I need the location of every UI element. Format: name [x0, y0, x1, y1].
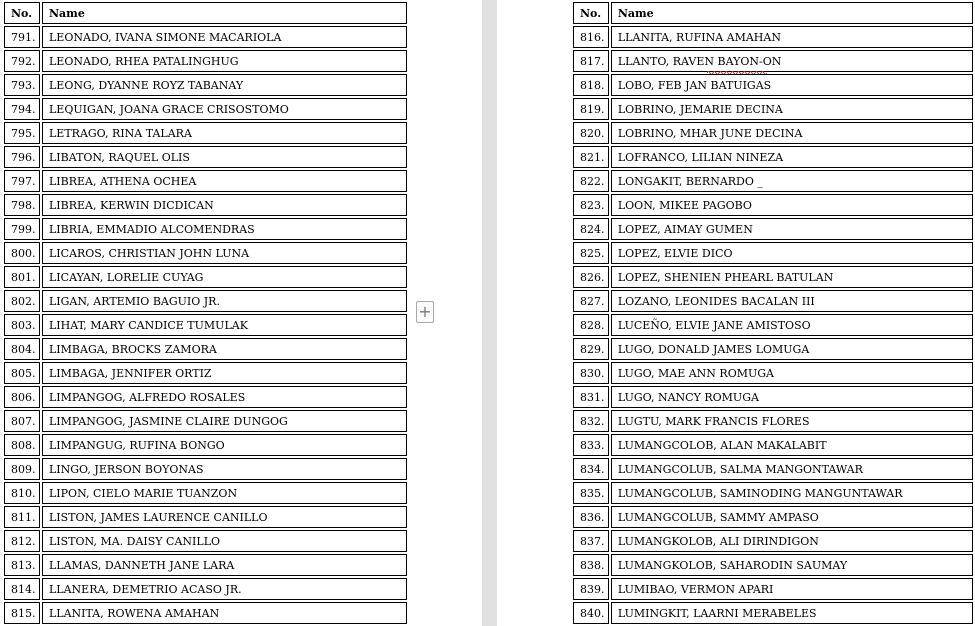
row-name: LUMANGCOLUB, SAMINODING MANGUNTAWAR — [611, 482, 973, 504]
row-name: LOBRINO, JEMARIE DECINA — [611, 98, 973, 120]
table-row — [573, 602, 973, 624]
table-row — [4, 434, 407, 456]
row-name: LISTON, JAMES LAURENCE CANILLO — [42, 506, 407, 528]
insert-row-button[interactable] — [416, 301, 434, 323]
row-number: 795. — [4, 122, 40, 144]
row-number: 825. — [573, 242, 609, 264]
row-name: LIBREA, KERWIN DICDICAN — [42, 194, 407, 216]
row-number: 815. — [4, 602, 40, 624]
table-row — [4, 218, 407, 240]
row-number: 800. — [4, 242, 40, 264]
row-name: LOZANO, LEONIDES BACALAN III — [611, 290, 973, 312]
row-name: LOBO, FEB JAN BATUIGAS — [611, 74, 973, 96]
table-row — [573, 314, 973, 336]
table-row — [573, 122, 973, 144]
row-name: LIBREA, ATHENA OCHEA — [42, 170, 407, 192]
table-row — [573, 362, 973, 384]
table-row — [4, 290, 407, 312]
table-row — [4, 122, 407, 144]
table-row — [573, 218, 973, 240]
table-row — [573, 50, 973, 72]
row-number: 829. — [573, 338, 609, 360]
row-number: 821. — [573, 146, 609, 168]
row-name: LOBRINO, MHAR JUNE DECINA — [611, 122, 973, 144]
row-name: LUMIBAO, VERMON APARI — [611, 578, 973, 600]
row-name: LUMANGKOLOB, ALI DIRINDIGON — [611, 530, 973, 552]
row-name: LIMBAGA, JENNIFER ORTIZ — [42, 362, 407, 384]
row-number: 791. — [4, 26, 40, 48]
row-number: 836. — [573, 506, 609, 528]
table-row — [4, 530, 407, 552]
table-row — [573, 578, 973, 600]
row-name: LIBRIA, EMMADIO ALCOMENDRAS — [42, 218, 407, 240]
table-row — [4, 242, 407, 264]
row-number: 820. — [573, 122, 609, 144]
table-row — [4, 338, 407, 360]
table-row — [4, 410, 407, 432]
table-row — [4, 50, 407, 72]
document-page-left — [0, 0, 482, 626]
row-number: 807. — [4, 410, 40, 432]
row-name: LISTON, MA. DAISY CANILLO — [42, 530, 407, 552]
row-number: 831. — [573, 386, 609, 408]
table-row — [4, 314, 407, 336]
row-name: LICAROS, CHRISTIAN JOHN LUNA — [42, 242, 407, 264]
header-name: Name — [42, 2, 407, 24]
row-number: 793. — [4, 74, 40, 96]
table-row — [4, 458, 407, 480]
table-row — [573, 434, 973, 456]
row-name: LINGO, JERSON BOYONAS — [42, 458, 407, 480]
table-row — [4, 602, 407, 624]
row-number: 811. — [4, 506, 40, 528]
table-row — [573, 554, 973, 576]
row-number: 802. — [4, 290, 40, 312]
row-name: LUGO, MAE ANN ROMUGA — [611, 362, 973, 384]
header-no: No. — [4, 2, 40, 24]
row-number: 809. — [4, 458, 40, 480]
table-row — [573, 170, 973, 192]
row-number: 810. — [4, 482, 40, 504]
row-number: 794. — [4, 98, 40, 120]
row-name: LUMINGKIT, LAARNI MERABELES — [611, 602, 973, 624]
row-number: 797. — [4, 170, 40, 192]
page-gap — [482, 0, 497, 626]
row-name: LEONG, DYANNE ROYZ TABANAY — [42, 74, 407, 96]
row-number: 834. — [573, 458, 609, 480]
header-name: Name — [611, 2, 973, 24]
table-row — [573, 410, 973, 432]
row-name: LIMPANGOG, JASMINE CLAIRE DUNGOG — [42, 410, 407, 432]
row-name: LIHAT, MARY CANDICE TUMULAK — [42, 314, 407, 336]
row-name: LUMANGCOLUB, SAMMY AMPASO — [611, 506, 973, 528]
spellcheck-underline — [707, 70, 767, 74]
table-row — [4, 194, 407, 216]
row-number: 818. — [573, 74, 609, 96]
row-number: 816. — [573, 26, 609, 48]
row-name: LOPEZ, ELVIE DICO — [611, 242, 973, 264]
row-name: LLAMAS, DANNETH JANE LARA — [42, 554, 407, 576]
row-name: LLANERA, DEMETRIO ACASO JR. — [42, 578, 407, 600]
row-number: 823. — [573, 194, 609, 216]
row-name: LIPON, CIELO MARIE TUANZON — [42, 482, 407, 504]
row-name: LOON, MIKEE PAGOBO — [611, 194, 973, 216]
table-row — [573, 74, 973, 96]
table-row — [573, 98, 973, 120]
row-name: LOPEZ, SHENIEN PHEARL BATULAN — [611, 266, 973, 288]
table-row — [573, 482, 973, 504]
row-name: LLANITA, RUFINA AMAHAN — [611, 26, 973, 48]
row-name: LUMANGCOLUB, SALMA MANGONTAWAR — [611, 458, 973, 480]
table-row — [573, 290, 973, 312]
row-name: LOFRANCO, LILIAN NINEZA — [611, 146, 973, 168]
row-name: LUMANGKOLOB, SAHARODIN SAUMAY — [611, 554, 973, 576]
row-number: 814. — [4, 578, 40, 600]
row-number: 798. — [4, 194, 40, 216]
row-number: 813. — [4, 554, 40, 576]
row-name: LUMANGCOLOB, ALAN MAKALABIT — [611, 434, 973, 456]
row-number: 830. — [573, 362, 609, 384]
table-row — [4, 146, 407, 168]
row-number: 799. — [4, 218, 40, 240]
document-page-right — [497, 0, 975, 626]
row-number: 840. — [573, 602, 609, 624]
row-number: 828. — [573, 314, 609, 336]
table-row — [4, 362, 407, 384]
row-number: 827. — [573, 290, 609, 312]
row-name: LETRAGO, RINA TALARA — [42, 122, 407, 144]
row-name: LICAYAN, LORELIE CUYAG — [42, 266, 407, 288]
row-name: LUGO, NANCY ROMUGA — [611, 386, 973, 408]
table-row — [573, 458, 973, 480]
table-row — [573, 146, 973, 168]
row-number: 826. — [573, 266, 609, 288]
row-name: LIGAN, ARTEMIO BAGUIO JR. — [42, 290, 407, 312]
header-no: No. — [573, 2, 609, 24]
table-row — [4, 386, 407, 408]
row-name: LEQUIGAN, JOANA GRACE CRISOSTOMO — [42, 98, 407, 120]
table-row — [4, 98, 407, 120]
table-row — [4, 554, 407, 576]
table-row — [573, 242, 973, 264]
table-row — [573, 506, 973, 528]
row-number: 832. — [573, 410, 609, 432]
row-number: 838. — [573, 554, 609, 576]
row-number: 819. — [573, 98, 609, 120]
row-number: 808. — [4, 434, 40, 456]
row-number: 804. — [4, 338, 40, 360]
table-row — [4, 266, 407, 288]
table-row — [573, 386, 973, 408]
table-row — [4, 74, 407, 96]
row-number: 833. — [573, 434, 609, 456]
table-row — [573, 266, 973, 288]
row-name: LLANITA, ROWENA AMAHAN — [42, 602, 407, 624]
row-name: LLANTO, RAVEN BAYON-ON — [611, 50, 973, 72]
table-header-row — [573, 2, 973, 24]
table-row — [4, 506, 407, 528]
table-row — [573, 26, 973, 48]
table-row — [4, 26, 407, 48]
row-number: 839. — [573, 578, 609, 600]
row-name: LIMPANGUG, RUFINA BONGO — [42, 434, 407, 456]
row-name: LUGTU, MARK FRANCIS FLORES — [611, 410, 973, 432]
table-row — [573, 194, 973, 216]
row-number: 805. — [4, 362, 40, 384]
row-number: 806. — [4, 386, 40, 408]
row-name: LEONADO, IVANA SIMONE MACARIOLA — [42, 26, 407, 48]
row-number: 822. — [573, 170, 609, 192]
row-number: 824. — [573, 218, 609, 240]
row-number: 837. — [573, 530, 609, 552]
table-header-row — [4, 2, 407, 24]
row-number: 803. — [4, 314, 40, 336]
row-number: 801. — [4, 266, 40, 288]
row-number: 796. — [4, 146, 40, 168]
row-number: 812. — [4, 530, 40, 552]
row-name: LUCEÑO, ELVIE JANE AMISTOSO — [611, 314, 973, 336]
row-number: 835. — [573, 482, 609, 504]
row-name: LEONADO, RHEA PATALINGHUG — [42, 50, 407, 72]
row-name: LIBATON, RAQUEL OLIS — [42, 146, 407, 168]
table-row — [573, 530, 973, 552]
row-name: LUGO, DONALD JAMES LOMUGA — [611, 338, 973, 360]
row-name: LONGAKIT, BERNARDO _ — [611, 170, 973, 192]
plus-icon: + — [418, 302, 432, 321]
row-number: 817. — [573, 50, 609, 72]
table-row — [573, 338, 973, 360]
row-name: LOPEZ, AIMAY GUMEN — [611, 218, 973, 240]
row-number: 792. — [4, 50, 40, 72]
name-table-right — [571, 0, 975, 626]
table-row — [4, 482, 407, 504]
table-row — [4, 170, 407, 192]
name-table-left — [2, 0, 409, 626]
row-name: LIMBAGA, BROCKS ZAMORA — [42, 338, 407, 360]
row-name: LIMPANGOG, ALFREDO ROSALES — [42, 386, 407, 408]
table-row — [4, 578, 407, 600]
